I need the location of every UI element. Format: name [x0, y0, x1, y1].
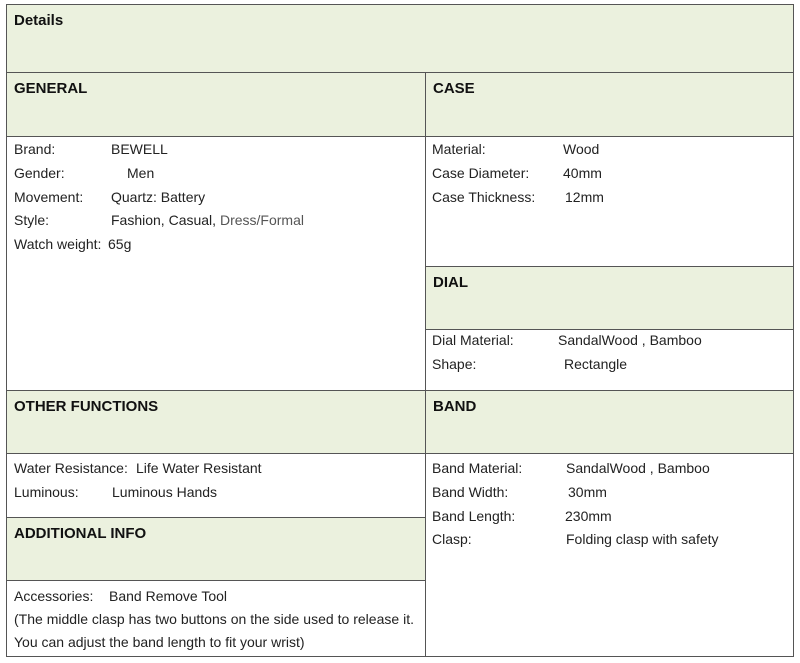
band-key: Band Length: [432, 508, 516, 524]
dial-row-shape [432, 356, 782, 376]
additional-info-heading: ADDITIONAL INFO [14, 525, 147, 542]
case-value: Wood [563, 141, 600, 157]
general-value: 65g [108, 236, 132, 252]
band-heading: BAND [433, 398, 477, 415]
general-value: BEWELL [111, 141, 168, 157]
accessories-row [14, 588, 414, 608]
dial-value: Rectangle [564, 356, 628, 372]
other-functions-heading: OTHER FUNCTIONS [14, 398, 159, 415]
dial-row-material [432, 332, 782, 352]
dial-key: Shape: [432, 356, 477, 372]
general-key: Movement: [14, 189, 84, 205]
dial-header [426, 266, 793, 330]
style-value: Fashion, Casual, [111, 212, 217, 228]
general-row-movement [14, 189, 414, 209]
accessories-key: Accessories: [14, 588, 94, 604]
general-row-brand [14, 141, 414, 161]
general-heading: GENERAL [14, 80, 88, 97]
general-header [7, 73, 425, 137]
band-value: 30mm [568, 484, 607, 500]
details-title-band [7, 5, 793, 73]
general-key: Watch weight: [14, 236, 102, 252]
case-heading: CASE [433, 80, 475, 97]
other-key: Water Resistance: [14, 460, 128, 476]
band-key: Band Material: [432, 460, 523, 476]
band-value: Folding clasp with safety [566, 531, 719, 547]
general-row-gender [14, 165, 414, 185]
other-value: Luminous Hands [112, 484, 218, 500]
band-key: Band Width: [432, 484, 509, 500]
band-row-material [432, 460, 782, 480]
band-row-width [432, 484, 782, 504]
other-functions-header [7, 390, 425, 454]
general-key: Gender: [14, 165, 65, 181]
general-value: Men [127, 165, 155, 181]
general-row-weight [14, 236, 414, 256]
dial-value: SandalWood , Bamboo [558, 332, 702, 348]
case-key: Case Diameter: [432, 165, 530, 181]
other-row-water [14, 460, 414, 480]
general-value [111, 212, 304, 228]
other-value: Life Water Resistant [136, 460, 262, 476]
band-header [426, 390, 793, 454]
general-value: Quartz: Battery [111, 189, 206, 205]
band-value: SandalWood , Bamboo [566, 460, 710, 476]
case-row-material [432, 141, 782, 161]
band-key: Clasp: [432, 531, 472, 547]
case-value: 40mm [563, 165, 602, 181]
column-divider [425, 73, 426, 656]
case-key: Material: [432, 141, 486, 157]
additional-info-header [7, 517, 425, 581]
case-value: 12mm [565, 189, 604, 205]
accessories-value: Band Remove Tool [109, 588, 228, 604]
case-row-thickness [432, 189, 782, 209]
case-key: Case Thickness: [432, 189, 536, 205]
band-row-clasp [432, 531, 782, 551]
details-title: Details [14, 12, 64, 29]
band-row-length [432, 508, 782, 528]
style-value-extra: Dress/Formal [219, 212, 304, 228]
band-value: 230mm [565, 508, 612, 524]
details-table [6, 4, 794, 657]
general-key: Brand: [14, 141, 56, 157]
general-row-style [14, 212, 414, 232]
other-row-luminous [14, 484, 414, 504]
case-header [426, 73, 793, 137]
clasp-note: (The middle clasp has two buttons on the side used to release it. You can adjust the band length to fit your wrist) [14, 611, 414, 650]
dial-key: Dial Material: [432, 332, 514, 348]
general-key: Style: [14, 212, 50, 228]
dial-heading: DIAL [433, 274, 468, 291]
other-key: Luminous: [14, 484, 79, 500]
case-row-diameter [432, 165, 782, 185]
